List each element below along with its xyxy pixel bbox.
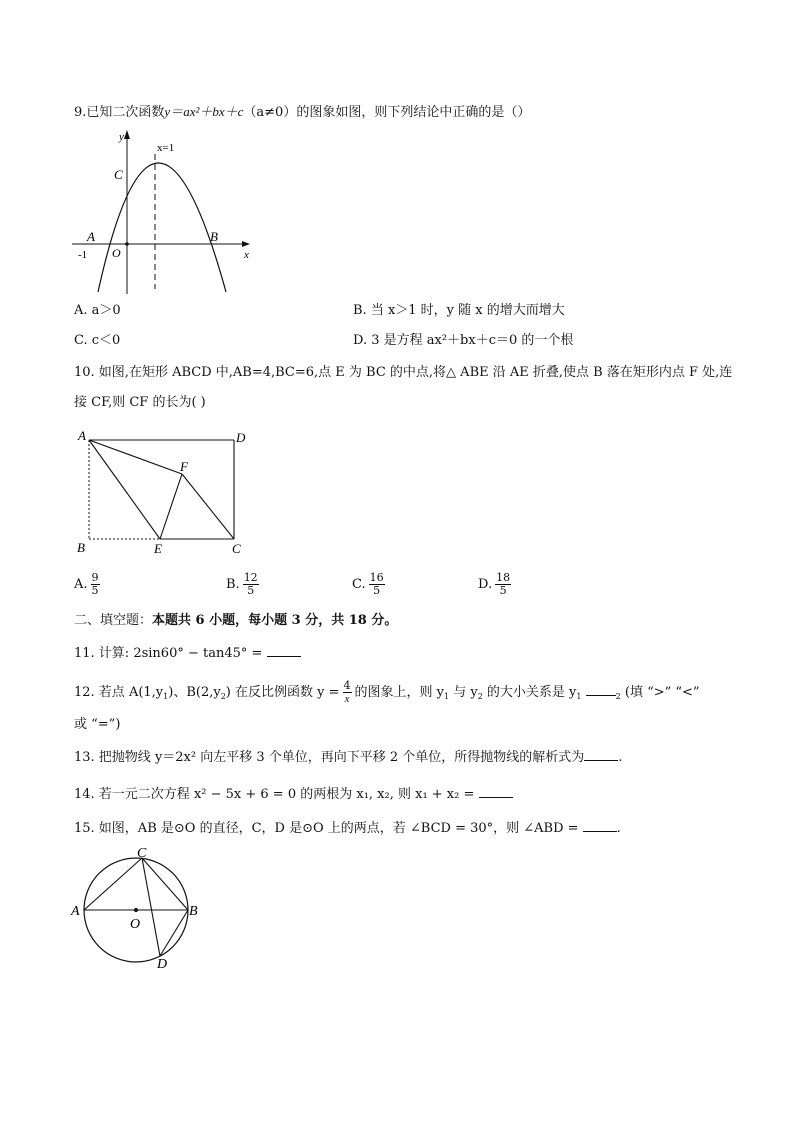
q15	[74, 820, 621, 838]
q12-text-g: (填 “>” “<”	[620, 685, 700, 700]
q10-stem-line-1: 10. 如图,在矩形 ABCD 中,AB=4,BC=6,点 E 为 BC 的中点,将△ ABE 沿 AE 折叠,使点 B 落在矩形内点 F 处,连	[74, 365, 733, 380]
q15-answer-blank[interactable]	[583, 831, 617, 832]
q10-option-b-letter: B.	[226, 577, 240, 592]
q12-sub-1a: 1	[163, 692, 169, 701]
q9-y-arrow-icon	[124, 130, 130, 139]
q15-chord-ac	[84, 858, 142, 910]
q9-point-a: A	[87, 229, 95, 244]
q9-point-b: B	[210, 229, 218, 244]
q10-segment-af	[89, 440, 182, 474]
q15-point-d: D	[157, 957, 168, 972]
q9-function-expression: y＝ax²＋bx＋c	[164, 104, 244, 119]
q15-point-a: A	[71, 904, 80, 919]
q9-x-arrow-icon	[242, 241, 250, 247]
q10-rectangle-figure	[72, 424, 262, 556]
q9-parabola-curve	[98, 163, 226, 292]
q9-stem-text-2: 的图象如图，则下列结论中正确的是（）	[296, 105, 531, 120]
q12-sub-2a: 2	[220, 692, 226, 701]
q10-segment-ae	[89, 440, 160, 539]
q12-frac-den: x	[344, 693, 350, 705]
q9-minus-one: -1	[78, 249, 88, 261]
q12-text-b: )、B(2,y	[168, 685, 221, 700]
q9-y-label: y	[119, 131, 124, 143]
q9-origin-dot	[125, 242, 129, 246]
q10-option-c-letter: C.	[352, 577, 366, 592]
q15-point-b: B	[189, 904, 198, 919]
section-2-prefix: 二、填空题：	[74, 613, 153, 628]
q9-option-c: C. c＜0	[74, 333, 121, 348]
q10-point-f: F	[180, 459, 188, 474]
q15-chord-bd	[160, 910, 188, 956]
q11-answer-blank[interactable]	[267, 656, 301, 657]
q10-option-b-num: 12	[243, 571, 258, 584]
q12-text-d: 的图象上，则 y	[354, 685, 444, 700]
q10-point-c: C	[232, 541, 241, 556]
q10-point-a: A	[78, 428, 86, 443]
q10-option-c-fraction	[369, 572, 385, 597]
q12-answer-blank[interactable]	[586, 695, 616, 696]
q10-option-b-fraction	[243, 572, 259, 597]
q10-option-a-fraction	[91, 572, 100, 597]
q15-point-o: O	[130, 917, 141, 932]
q9-parabola-figure	[70, 124, 260, 296]
q9-condition: （a≠0）	[243, 105, 297, 120]
q11	[74, 645, 301, 663]
q9-option-b: B. 当 x＞1 时，y 随 x 的增大而增大	[353, 303, 565, 318]
q10-option-a-num: 9	[91, 571, 99, 584]
q15-circle-figure	[68, 842, 208, 972]
q15-point-c: C	[137, 846, 147, 861]
q12-sub-2b: 2	[477, 692, 483, 701]
section-2-heading	[74, 612, 397, 630]
q10-segment-fe	[160, 474, 182, 539]
q10-option-a-den: 5	[91, 584, 99, 597]
q10-option-d-fraction	[495, 572, 511, 597]
q10-option-d-letter: D.	[478, 577, 493, 592]
q12-text-f: 的大小关系是 y	[482, 685, 577, 700]
q10-option-a-letter: A.	[74, 577, 88, 592]
q12-text-e: 与 y	[449, 685, 478, 700]
q10-option-a	[74, 568, 103, 602]
q12-line-1	[74, 680, 700, 706]
q9-stem-text-1: 已知二次函数	[86, 105, 165, 120]
q10-point-b: B	[77, 540, 85, 555]
q12-line-2: 或 “=”)	[74, 717, 121, 732]
q10-stem-line-2: 接 CF,则 CF 的长为( )	[74, 395, 206, 410]
q15-text: 15. 如图，AB 是⊙O 的直径，C，D 是⊙O 上的两点，若 ∠BCD = 30°，则 ∠ABD =	[74, 821, 579, 836]
q9-point-c: C	[114, 167, 123, 182]
q10-option-d	[478, 568, 514, 602]
q10-point-d: D	[236, 430, 246, 445]
q12-text-a: 12. 若点 A(1,y	[74, 685, 164, 700]
q12-text-c: ) 在反比例函数 y =	[225, 685, 340, 700]
q12-sub-2c: 2	[615, 692, 621, 701]
q14	[74, 786, 513, 804]
q9-x-label: x	[244, 249, 249, 261]
q15-chord-cd	[142, 858, 160, 956]
section-2-rules: 本题共 6 小题，每小题 3 分，共 18 分。	[152, 613, 398, 628]
q13-answer-blank[interactable]	[584, 760, 618, 761]
q10-option-d-num: 18	[496, 571, 511, 584]
q15-center-dot	[134, 908, 138, 912]
q10-segment-fc	[182, 474, 234, 539]
q13-text: 13. 把抛物线 y＝2x² 向左平移 3 个单位，再向下平移 2 个单位，所得抛物线的解析式为	[74, 750, 585, 765]
q14-answer-blank[interactable]	[479, 797, 513, 798]
q9-option-a: A. a＞0	[74, 303, 121, 318]
q10-option-d-den: 5	[499, 584, 507, 597]
q12-fraction	[343, 680, 352, 705]
q10-option-c	[352, 568, 388, 602]
q9-number: 9.	[74, 105, 87, 120]
q13-end: .	[618, 750, 623, 765]
q12-sub-1b: 1	[444, 692, 450, 701]
q10-option-c-den: 5	[373, 584, 381, 597]
q15-end: .	[616, 821, 621, 836]
q10-option-b	[226, 568, 262, 602]
q14-text: 14. 若一元二次方程 x² − 5x + 6 = 0 的两根为 x₁, x₂, 则 x₁ + x₂ =	[74, 787, 475, 802]
q9-line-label: x=1	[157, 142, 175, 154]
q12-frac-num: 4	[343, 679, 351, 692]
q12-sub-1c: 1	[576, 692, 582, 701]
q11-text: 11. 计算: 2sin60° − tan45° =	[74, 646, 263, 661]
q9-origin-label: O	[112, 246, 121, 260]
q10-option-c-num: 16	[369, 571, 384, 584]
q9-stem	[74, 103, 530, 122]
q10-option-b-den: 5	[247, 584, 255, 597]
q13	[74, 749, 622, 767]
q10-point-e: E	[154, 541, 162, 556]
q9-option-d: D. 3 是方程 ax²＋bx＋c＝0 的一个根	[353, 333, 574, 348]
